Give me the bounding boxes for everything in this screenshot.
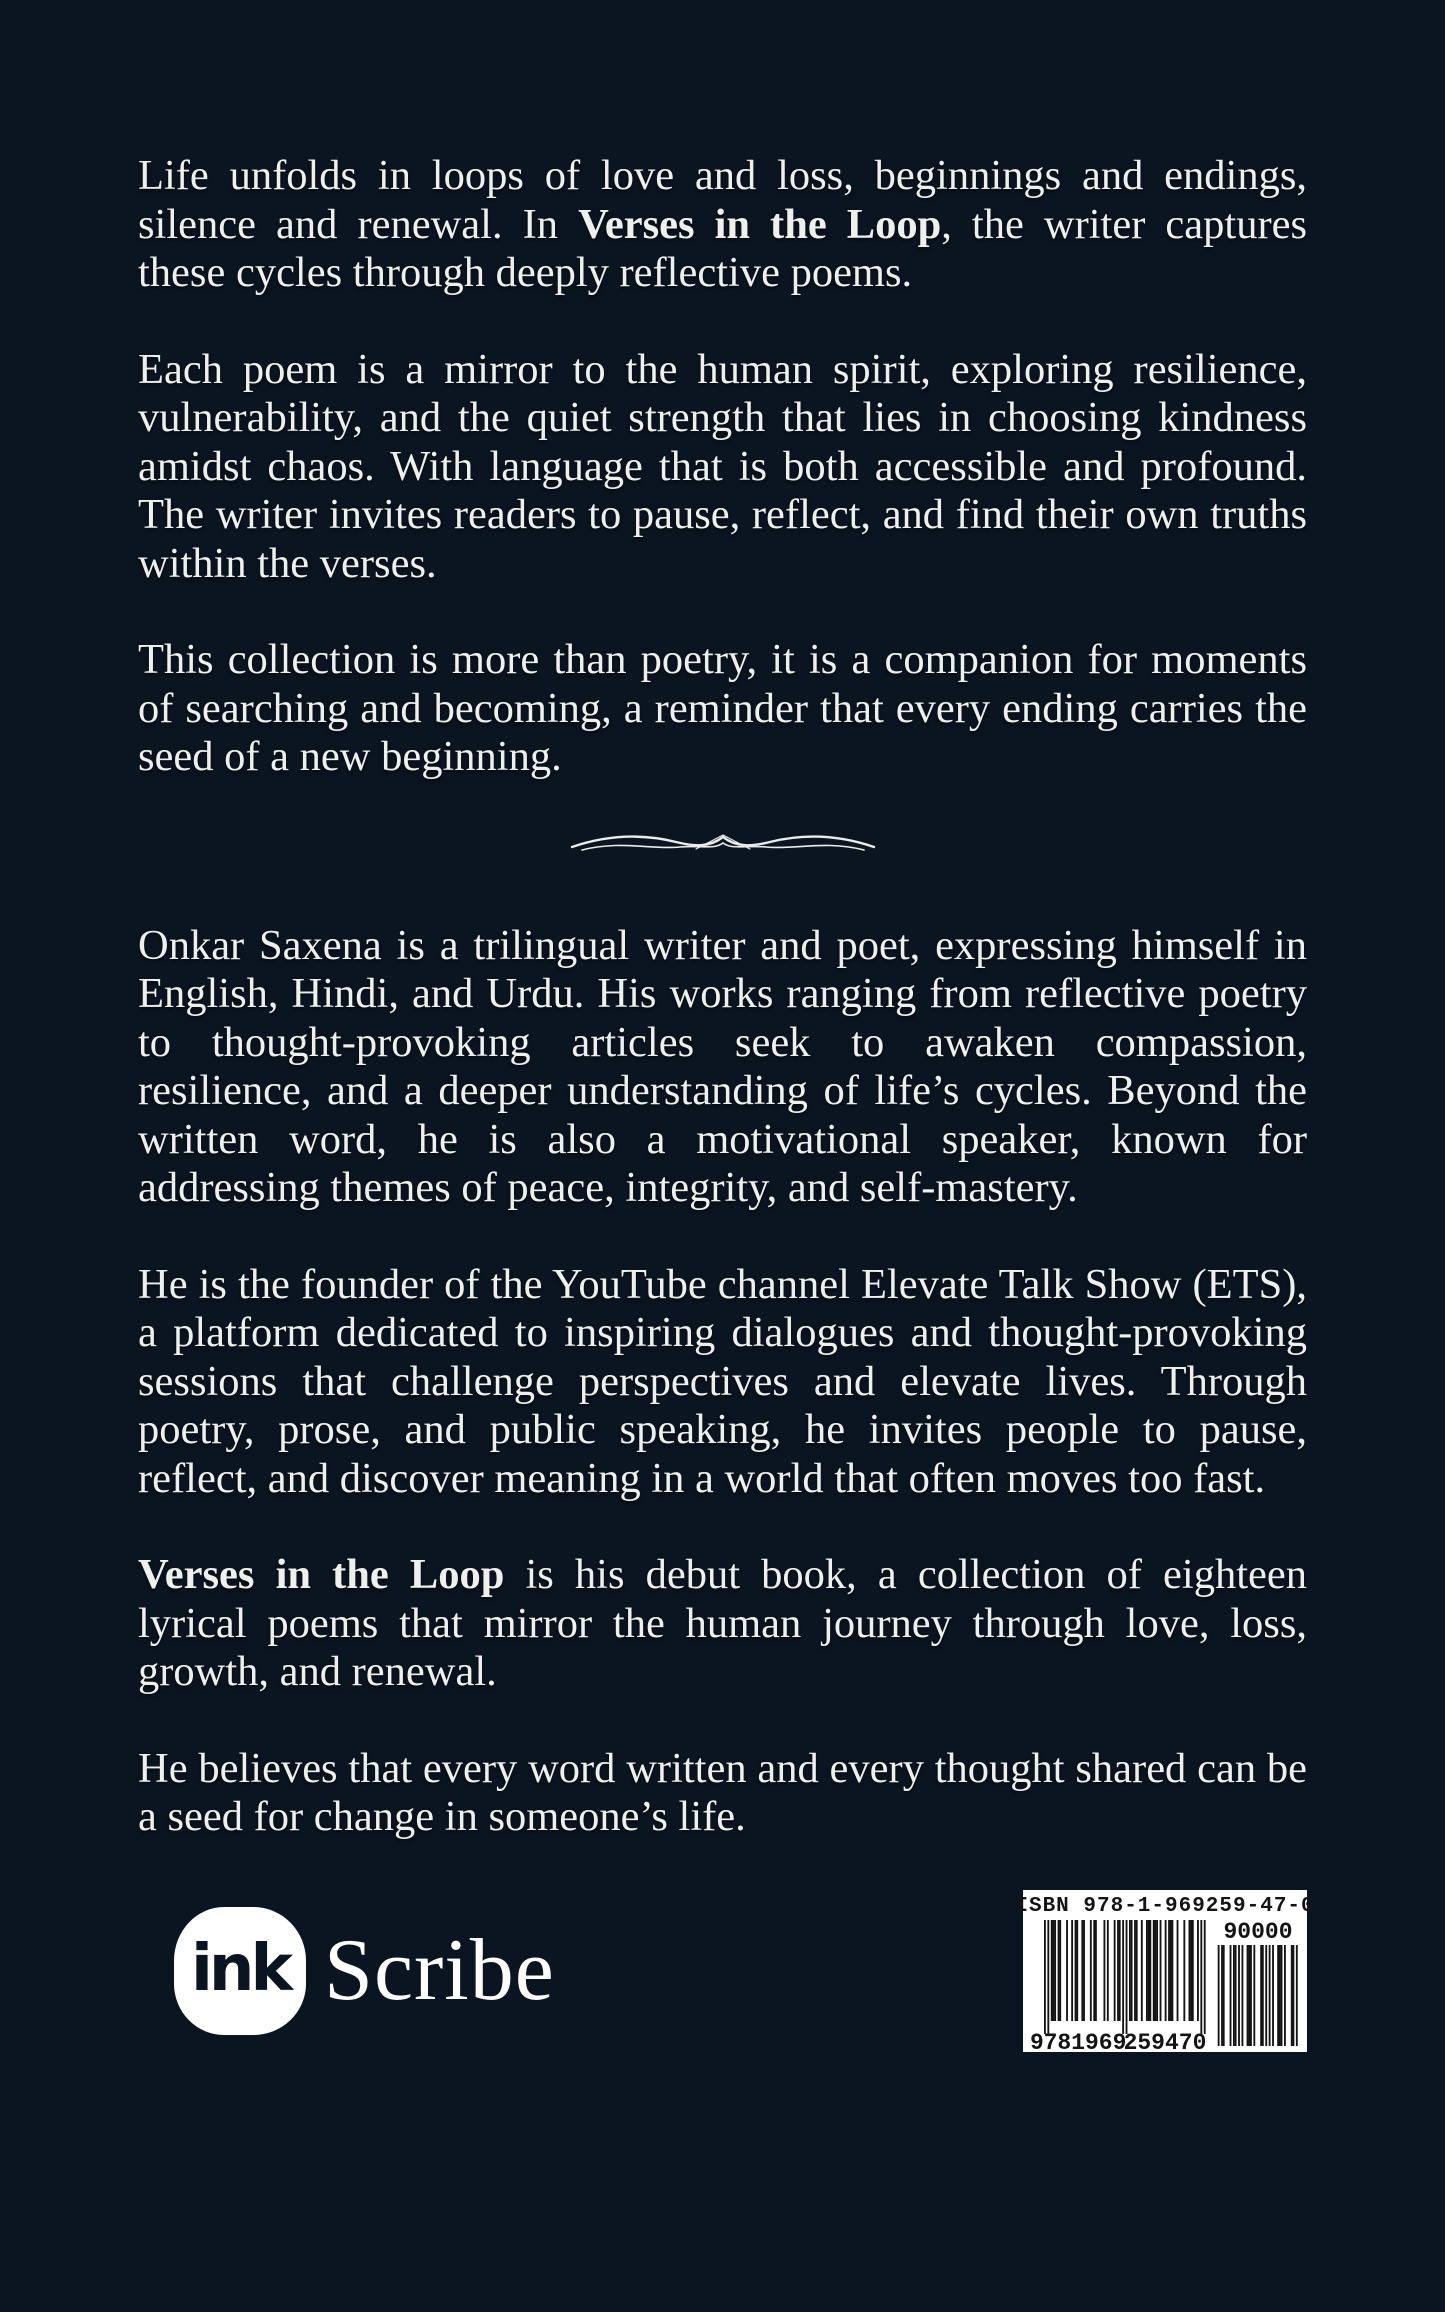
svg-text:259470: 259470 [1123,2029,1206,2052]
synopsis-paragraph-3: This collection is more than poetry, it is a companion for moments of searching and becoming, a reminder that every ending carries the seed of a new beginning. [138,636,1307,780]
svg-text:90000: 90000 [1223,1919,1293,1945]
calligraphic-flourish-divider [138,830,1307,856]
synopsis-p1-text-after: , the writer captures these cycles through deeply reflective poems. [138,200,1307,296]
author-bio-paragraph-1: Onkar Saxena is a trilingual writer and poet, expressing himself in English, Hindi, and Urdu. His works ranging from reflective poetry to thought-provoking articles seek to awaken compassion, resilience, and a deeper understanding of life’s cycles. Beyond the written word, he is also a motivational speaker, known for addressing themes of peace, integrity, and self-mastery. [138,921,1307,1211]
flourish-icon [568,830,878,856]
svg-text:9: 9 [1030,2029,1044,2052]
synopsis-paragraph-1 [138,152,1307,298]
publisher-logo [174,1907,555,2035]
svg-text:781969: 781969 [1043,2029,1127,2052]
author-bio-paragraph-2: He is the founder of the YouTube channel Elevate Talk Show (ETS), a platform dedicated to inspiring dialogues and thought-provoking sessions that challenge perspectives and elevate lives. Through poetry, prose, and public speaking, he invites people to pause, reflect, and discover meaning in a world that often moves too fast. [138,1260,1307,1502]
synopsis-p1-text: Life unfolds in loops of love and loss, beginnings and endings, silence and renewal. In [138,152,1307,248]
cover-footer [138,1890,1315,2052]
synopsis-paragraph-2: Each poem is a mirror to the human spirit, exploring resilience, vulnerability, and the quiet strength that lies in choosing kindness amidst chaos. With language that is both accessible and profound. The writer invites readers to pause, reflect, and find their own truths within the verses. [138,345,1307,587]
ean5-addon-barcode-icon [1216,1920,1300,2052]
author-bio-p3-text: is his debut book, a collection of eighteen lyrical poems that mirror the human journey through love, loss, growth, and renewal. [138,1551,1307,1695]
ink-logo-icon [174,1907,306,2035]
publisher-name: Scribe [324,1921,555,2019]
barcode-bars [1030,1920,1300,2052]
book-title-inline: Verses in the Loop [578,200,942,248]
author-bio-paragraph-4: He believes that every word written and every thought shared can be a seed for change in someone’s life. [138,1744,1307,1840]
author-bio-paragraph-3 [138,1551,1307,1697]
isbn-barcode [1015,1890,1315,2052]
isbn-label: ISBN 978-1-969259-47-0 [1015,1894,1315,1918]
ean13-barcode-icon [1030,1920,1206,2052]
book-title-inline-2: Verses in the Loop [138,1551,505,1598]
ink-logo-text: ink [190,1931,290,2006]
